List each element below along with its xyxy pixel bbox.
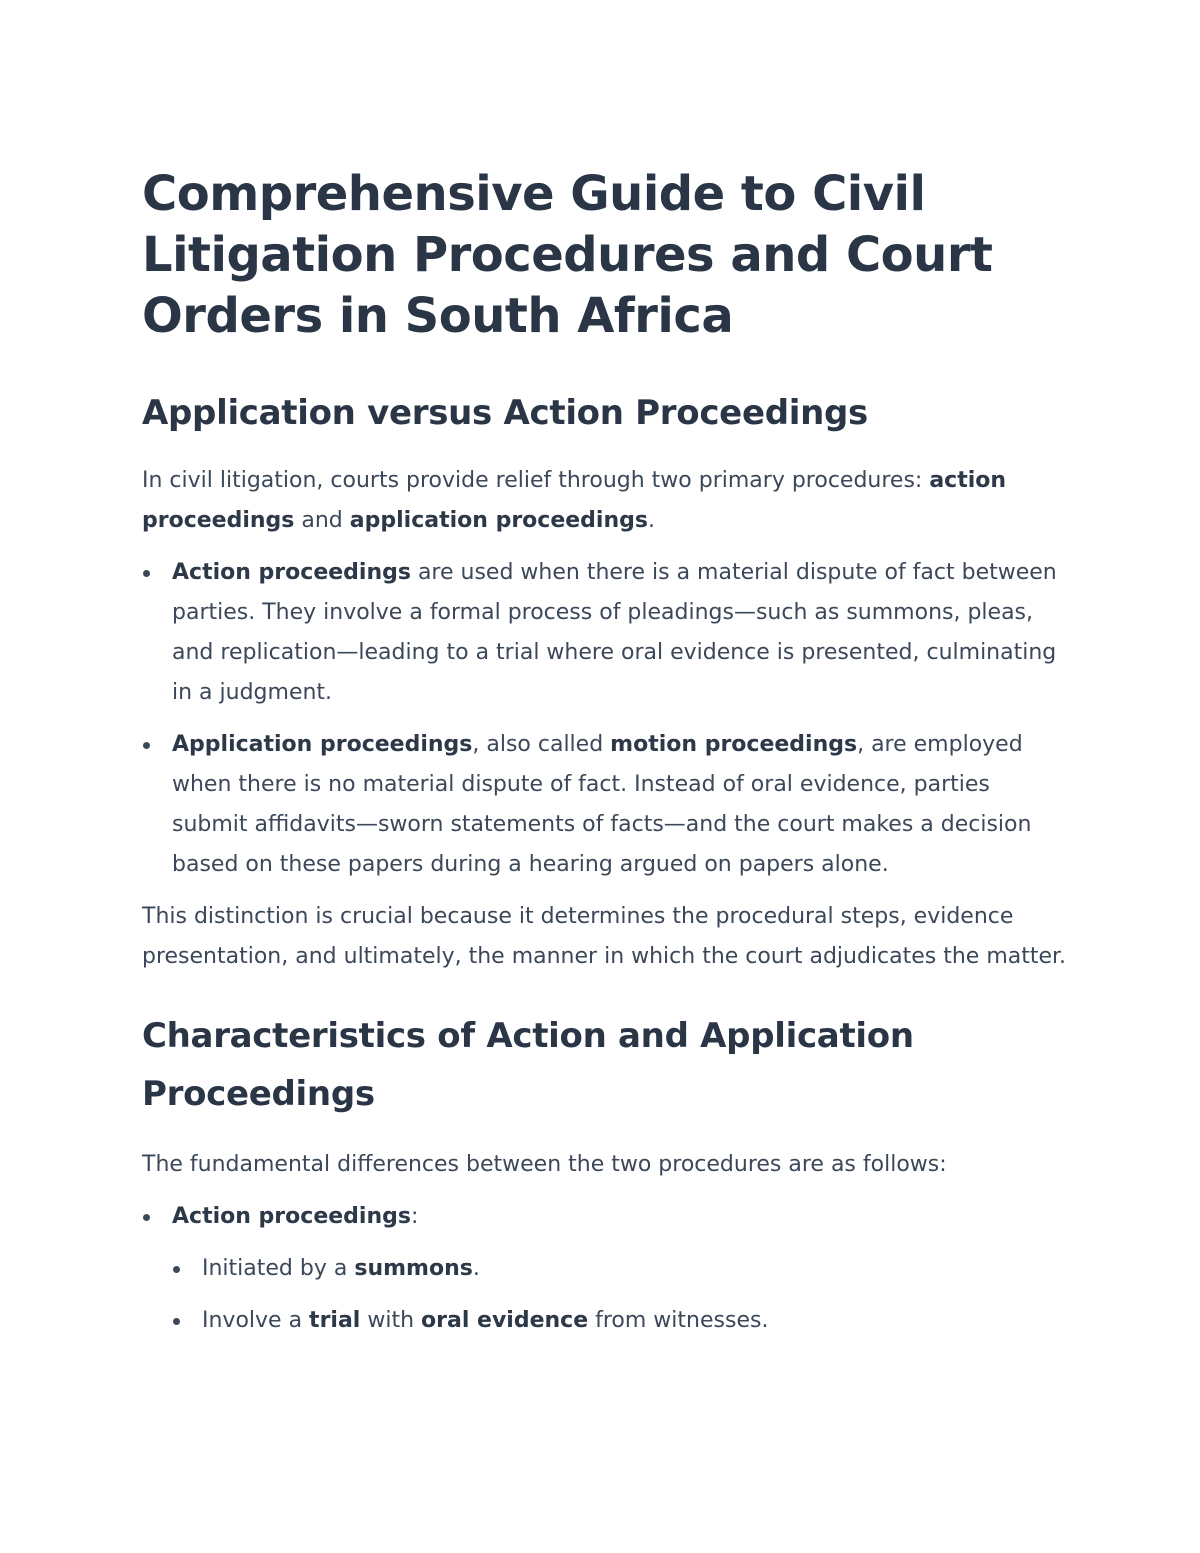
document-page (142, 164, 1072, 1353)
section1-intro-paragraph (142, 461, 1072, 541)
bullet-icon (173, 1266, 180, 1273)
list-item-text: , also called (472, 732, 611, 757)
section-heading-application-vs-action: Application versus Action Proceedings (142, 393, 868, 433)
section1-closing-paragraph: This distinction is crucial because it determines the procedural steps, evidence presentation, and ultimately, the manner in which the court adjudicates the matter. (142, 904, 1067, 969)
page-title: Comprehensive Guide to Civil Litigation Procedures and Court Orders in South Africa (142, 166, 993, 344)
action-proceedings-sublist (172, 1249, 1072, 1341)
intro-bold-application: application proceedings (349, 508, 648, 533)
list-item-bold: Action proceedings (172, 560, 411, 585)
intro-text: In civil litigation, courts provide relief through two primary procedures: (142, 468, 930, 493)
bullet-icon (143, 570, 150, 577)
list-item (142, 725, 1072, 885)
section-heading-characteristics: Characteristics of Action and Application Proceedings (142, 1016, 914, 1114)
sub-list-bold: trial (309, 1308, 361, 1333)
proceedings-list (142, 553, 1072, 885)
sub-list-bold: oral evidence (421, 1308, 589, 1333)
characteristics-list (142, 1197, 1072, 1341)
sub-list-text: Involve a (202, 1308, 310, 1333)
intro-text: . (647, 508, 655, 533)
section2-intro-paragraph: The fundamental differences between the two procedures are as follows: (142, 1152, 947, 1177)
sub-list-item (172, 1249, 1072, 1289)
sub-list-text: with (360, 1308, 422, 1333)
sub-list-bold: summons (354, 1256, 473, 1281)
list-item-text: : (410, 1204, 419, 1229)
list-item-bold: motion proceedings (610, 732, 858, 757)
list-item-text: , are employed when there is no material dispute of fact. Instead of oral evidence, parties submit affidavits—sworn statements of facts—and the court makes a decision based on these papers during a hearing argued on papers alone. (172, 732, 1032, 877)
bullet-icon (143, 1214, 150, 1221)
bullet-icon (143, 742, 150, 749)
list-item-bold: Action proceedings (172, 1204, 411, 1229)
list-item (142, 553, 1072, 713)
sub-list-text: from witnesses. (588, 1308, 769, 1333)
list-item (142, 1197, 1072, 1341)
intro-bold-action: action proceedings (142, 468, 1007, 533)
intro-text: and (294, 508, 350, 533)
list-item-bold: Application proceedings (172, 732, 473, 757)
bullet-icon (173, 1318, 180, 1325)
sub-list-item (172, 1301, 1072, 1341)
list-item-text: are used when there is a material dispute of fact between parties. They involve a formal process of pleadings—such as summons, pleas, and replication—leading to a trial where oral evidence is presented, culminating in a judgment. (172, 560, 1057, 705)
sub-list-text: . (472, 1256, 480, 1281)
sub-list-text: Initiated by a (202, 1256, 355, 1281)
